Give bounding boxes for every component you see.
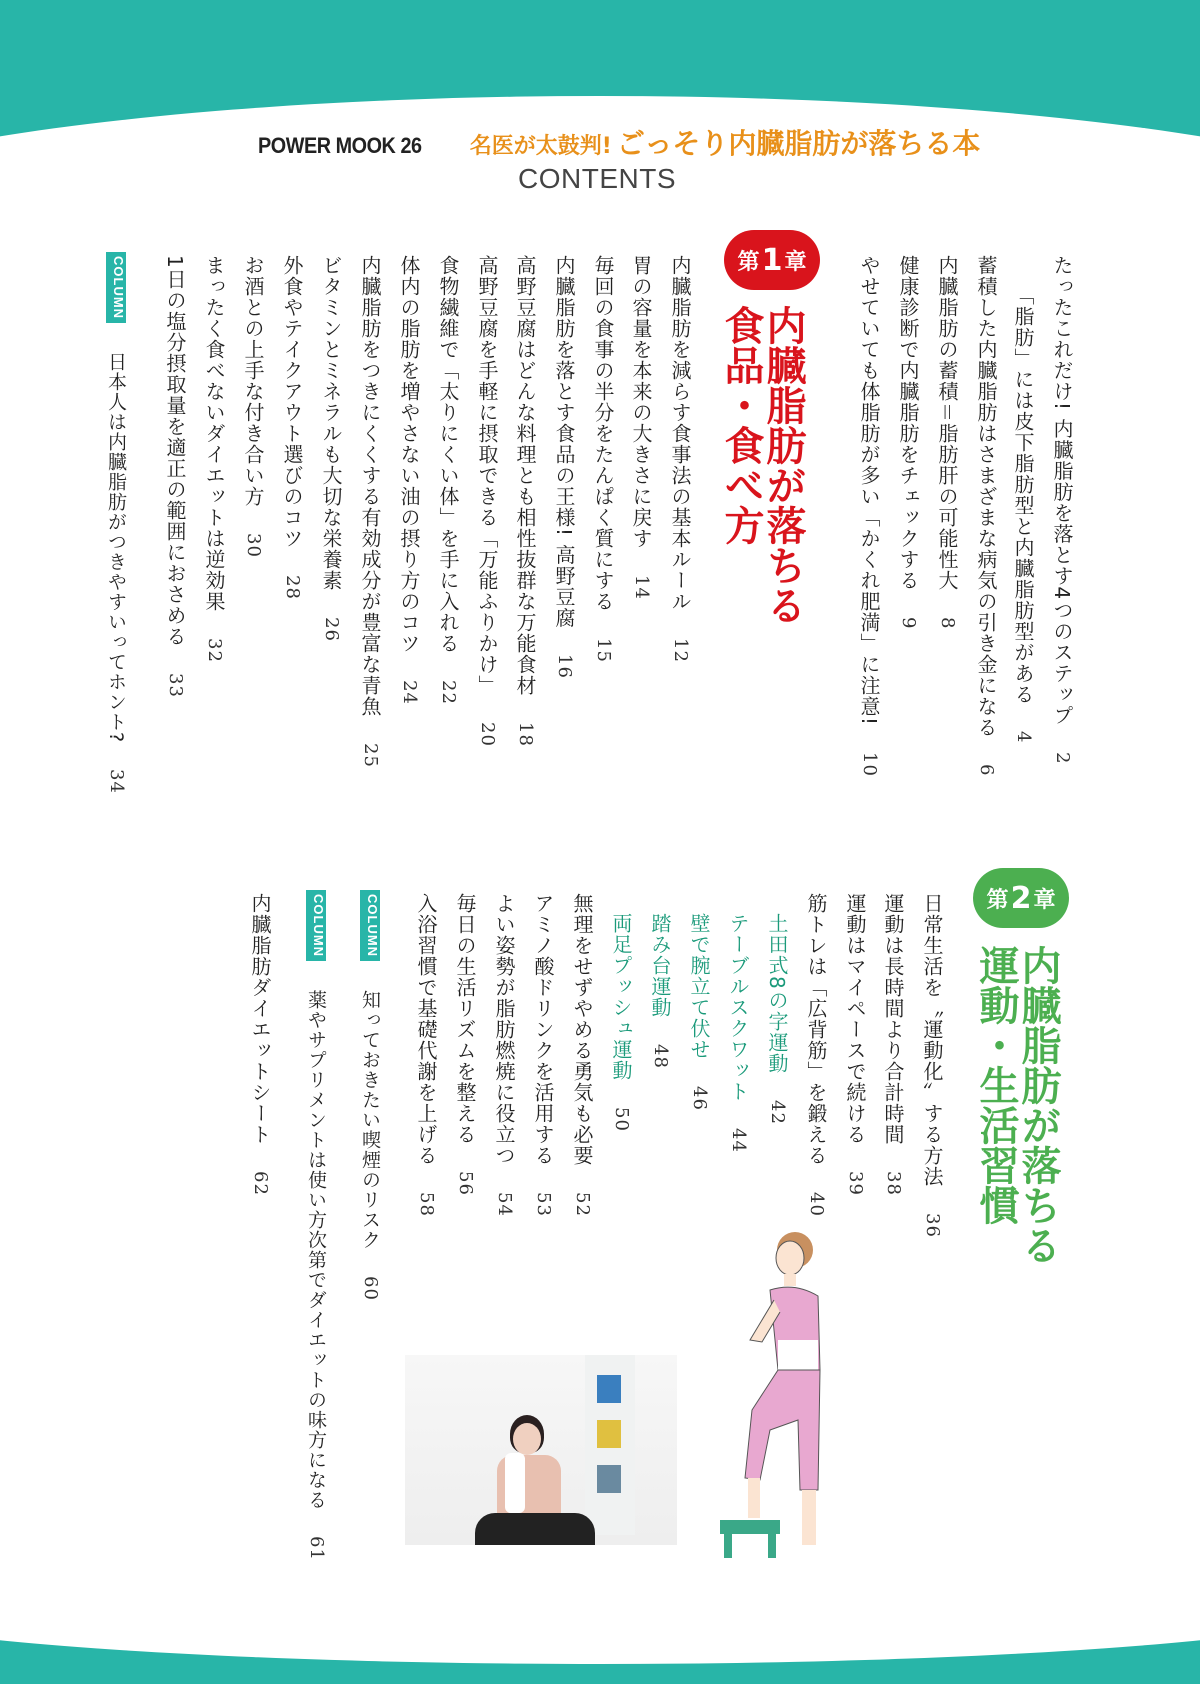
toc-column-entry[interactable]: 日本人は内臓脂肪がつきやすいってホント?34: [105, 352, 127, 794]
toc-entry[interactable]: たったこれだけ! 内臓脂肪を落とす4つのステップ2: [1050, 255, 1074, 765]
toc-subentry[interactable]: 壁で腕立て伏せ46: [687, 913, 711, 1111]
toc-entry[interactable]: 「脂肪」には皮下脂肪型と内臓脂肪型がある4: [1011, 285, 1035, 744]
toc-entry[interactable]: 入浴習慣で基礎代謝を上げる58: [414, 893, 438, 1217]
toc-entry[interactable]: 健康診断で内臓脂肪をチェックする9: [896, 255, 920, 630]
toc-entry[interactable]: 内臓脂肪の蓄積＝脂肪肝の可能性大8: [935, 255, 959, 630]
toc-entry[interactable]: 1日の塩分摂取量を適正の範囲におさめる33: [163, 255, 187, 698]
toc-subentry[interactable]: テーブルスクワット44: [726, 913, 750, 1153]
toc-entry[interactable]: 運動は長時間より合計時間38: [881, 893, 905, 1196]
toc-subentry[interactable]: 両足プッシュ運動50: [609, 913, 633, 1132]
tagline: 名医が太鼓判!: [469, 134, 612, 159]
toc-entry[interactable]: 体内の脂肪を増やさない油の摂り方のコツ24: [397, 255, 421, 705]
toc-entry[interactable]: 蓄積した内臓脂肪はさまざまな病気の引き金になる6: [974, 255, 998, 777]
toc-entry[interactable]: 胃の容量を本来の大きさに戻す14: [629, 255, 653, 600]
toc-entry[interactable]: 高野豆腐はどんな料理とも相性抜群な万能食材18: [513, 255, 537, 747]
column-tag: COLUMN: [306, 890, 326, 961]
toc-entry[interactable]: 毎日の生活リズムを整える56: [453, 893, 477, 1196]
toc-entry[interactable]: お酒との上手な付き合い方30: [241, 255, 265, 558]
toc-entry[interactable]: 高野豆腐を手軽に摂取できる「万能ふりかけ」20: [475, 255, 499, 747]
toc-entry[interactable]: アミノ酸ドリンクを活用する53: [531, 893, 555, 1217]
toc-entry[interactable]: ビタミンとミネラルも大切な栄養素26: [319, 255, 343, 642]
photo-woman-resting: [405, 1355, 677, 1545]
toc-entry[interactable]: 内臓脂肪を減らす食事法の基本ルール12: [668, 255, 692, 663]
toc-entry[interactable]: 食物繊維で「太りにくい体」を手に入れる22: [436, 255, 460, 705]
series-label: POWER MOOK 26: [258, 133, 422, 158]
chapter2-title: 内臓脂肪が落ちる 運動・生活習慣: [973, 945, 1061, 1265]
toc-subentry[interactable]: 土田式8の字運動42: [765, 913, 789, 1125]
toc-entry[interactable]: 無理をせずやめる勇気も必要52: [570, 893, 594, 1217]
toc-entry[interactable]: 外食やテイクアウト選びのコツ28: [280, 255, 304, 600]
illustration-step-exercise: [700, 1230, 850, 1560]
toc-entry[interactable]: やせていても体脂肪が多い「かくれ肥満」に注意!10: [857, 255, 881, 777]
contents-label: CONTENTS: [518, 163, 676, 194]
column-tag: COLUMN: [106, 252, 126, 323]
chapter2-badge: 第 2 章: [973, 868, 1069, 928]
toc-entry[interactable]: よい姿勢が脂肪燃焼に役立つ54: [492, 893, 516, 1217]
toc-entry[interactable]: 内臓脂肪をつきにくくする有効成分が豊富な青魚25: [358, 255, 382, 768]
toc-column-entry[interactable]: 薬やサプリメントは使い方次第でダイエットの味方になる61: [305, 990, 327, 1561]
column-tag: COLUMN: [360, 890, 380, 961]
chapter1-title: 内臓脂肪が落ちる 食品・食べ方: [718, 305, 806, 625]
toc-column-entry[interactable]: 知っておきたい喫煙のリスク60: [359, 990, 381, 1301]
toc-entry[interactable]: 筋トレは「広背筋」を鍛える40: [804, 893, 828, 1217]
toc-entry[interactable]: 運動はマイペースで続ける39: [843, 893, 867, 1196]
toc-entry[interactable]: 毎回の食事の半分をたんぱく質にする15: [591, 255, 615, 663]
header: [258, 122, 980, 162]
chapter1-badge: 第 1 章: [724, 230, 820, 290]
toc-entry[interactable]: 内臓脂肪ダイエットシート62: [248, 893, 272, 1196]
toc-entry[interactable]: 内臓脂肪を落とす食品の王様! 高野豆腐16: [552, 255, 576, 680]
toc-entry[interactable]: まったく食べないダイエットは逆効果32: [202, 255, 226, 663]
book-title: ごっそり内臓脂肪が落ちる本: [616, 127, 981, 160]
toc-subentry[interactable]: 踏み台運動48: [648, 913, 672, 1069]
toc-entry[interactable]: 日常生活を〝運動化〟する方法36: [920, 893, 944, 1238]
